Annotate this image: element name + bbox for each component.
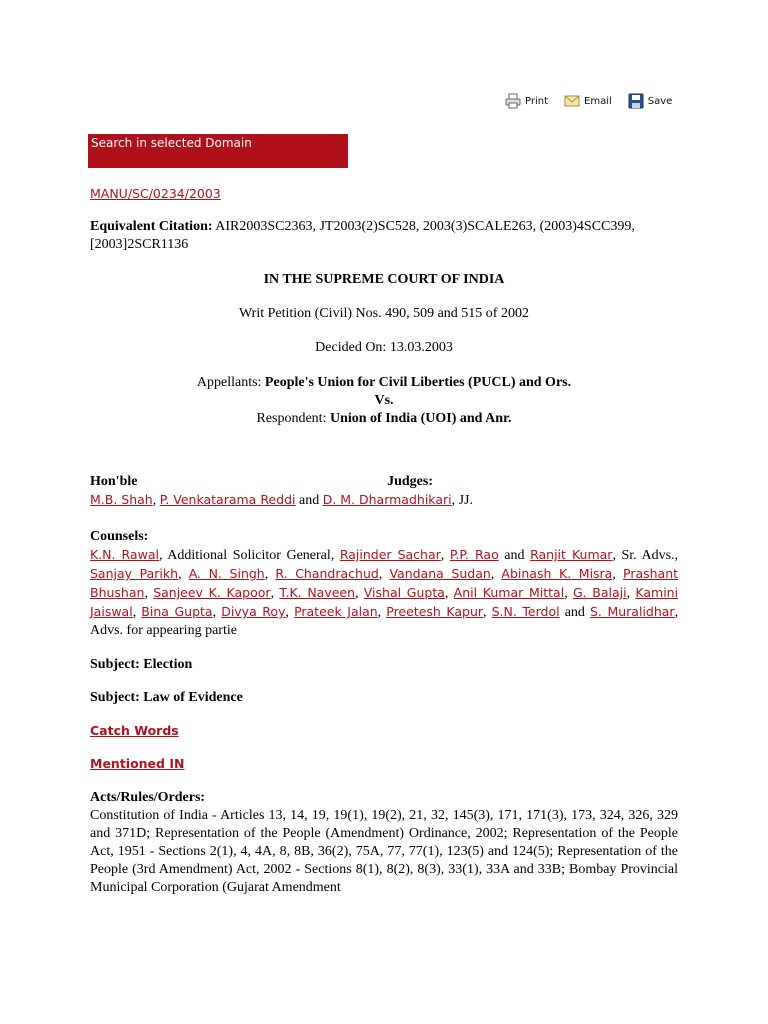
print-label: Print <box>525 95 549 107</box>
save-button[interactable] <box>628 93 673 109</box>
judges-and: and <box>298 493 320 508</box>
judge-link[interactable]: P. Venkatarama Reddi <box>159 492 296 507</box>
counsel-link[interactable]: Vandana Sudan <box>389 566 491 581</box>
acts-section <box>90 789 678 897</box>
judge-link[interactable]: D. M. Dharmadhikari <box>322 492 452 507</box>
counsel-link[interactable]: A. N. Singh <box>188 566 265 581</box>
envelope-icon <box>564 93 580 109</box>
appellants-name: People's Union for Civil Liberties (PUCL) and Ors. <box>264 375 572 390</box>
judges-label-left: Hon'ble <box>90 474 138 489</box>
printer-icon <box>505 93 521 109</box>
respondent-row <box>90 410 678 428</box>
judges-names: M.B. Shah, P. Venkatarama Reddi and D. M. Dharmadhikari, JJ. <box>90 492 473 508</box>
floppy-disk-icon <box>628 93 644 109</box>
save-label: Save <box>647 95 673 107</box>
counsel-link[interactable]: Sanjeev K. Kapoor <box>153 585 271 600</box>
decided-on: Decided On: 13.03.2003 <box>315 340 453 355</box>
counsel-link[interactable]: Vishal Gupta <box>363 585 445 600</box>
subject-evidence: Subject: Law of Evidence <box>90 690 243 705</box>
counsels-section <box>90 528 678 640</box>
counsel-link[interactable]: Bina Gupta <box>141 604 213 619</box>
counsels-label: Counsels: <box>90 529 149 544</box>
counsel-link[interactable]: Ranjit Kumar <box>530 547 613 562</box>
counsel-link[interactable]: Rajinder Sachar <box>339 547 441 562</box>
court-name: IN THE SUPREME COURT OF INDIA <box>263 272 505 287</box>
parties <box>90 374 678 428</box>
equivalent-citation-text: AIR2003SC2363, JT2003(2)SC528, 2003(3)SCALE263, (2003)4SCC399, [2003]2SCR1136 <box>90 219 635 252</box>
judges-label-right: Judges: <box>387 474 433 489</box>
toolbar <box>505 93 672 109</box>
counsel-link[interactable]: G. Balaji <box>572 585 627 600</box>
acts-text: Constitution of India - Articles 13, 14, 19, 19(1), 19(2), 21, 32, 145(3), 171, 171(3), 173, 324, 326, 329 and 371D; Representation of the People (Amendment) Ordinance, 2002; Representation of the People Act, 1951 - Sections 2(1), 4, 4A, 8, 8B, 36(2), 75A, 77, 77(1), 123(5) and 124(5); Representation of the People (3rd Amendment) Act, 2002 - Sections 8(1), 8(2), 8(3), 33(1), 33A and 33B; Bombay Provincial Municipal Corporation (Gujarat Amendment <box>90 808 678 895</box>
counsel-link[interactable]: P.P. Rao <box>449 547 499 562</box>
versus: Vs. <box>374 393 394 408</box>
subject-election: Subject: Election <box>90 657 193 672</box>
manu-id-row <box>90 186 678 203</box>
appellants-row <box>90 374 678 392</box>
counsel-link[interactable]: R. Chandrachud <box>275 566 379 581</box>
counsel-text: and <box>564 605 585 620</box>
email-label: Email <box>584 95 612 107</box>
judges-heading <box>90 473 433 491</box>
mentioned-in-link[interactable]: Mentioned IN <box>90 756 185 771</box>
counsel-text: , Sr. Advs., <box>612 548 679 563</box>
counsel-link[interactable]: S. Muralidhar <box>590 604 675 619</box>
search-domain-bar[interactable] <box>88 134 348 168</box>
petition-number: Writ Petition (Civil) Nos. 490, 509 and 515 of 2002 <box>239 306 529 321</box>
acts-label: Acts/Rules/Orders: <box>90 790 206 805</box>
mentioned-in-row <box>90 756 678 773</box>
counsel-link[interactable]: Prashant Bhushan <box>90 566 679 600</box>
equivalent-citation <box>90 218 678 254</box>
counsel-link[interactable]: Preetesh Kapur <box>386 604 484 619</box>
judgment-content <box>90 186 678 897</box>
catch-words-row <box>90 723 678 740</box>
manu-id-link[interactable]: MANU/SC/0234/2003 <box>90 186 221 201</box>
judge-link[interactable]: M.B. Shah <box>90 492 153 507</box>
counsels-text: K.N. Rawal, Additional Solicitor General, Rajinder Sachar, P.P. Rao and Ranjit Kumar, Sr. Advs., Sanjay Parikh, A. N. Singh, R. Chandrachud, Vandana Sudan, Abinash K. Misra, Prashant Bhushan, Sanjeev K. Kapoor, T.K. Naveen, Vishal Gupta, Anil Kumar Mittal, G. Balaji, Kamini Jaiswal, Bina Gupta, Divya Roy, Prateek Jalan, Preetesh Kapur, S.N. Terdol and S. Muralidhar, Advs. for appearing partie <box>90 547 679 638</box>
appellants-label: Appellants: <box>196 375 262 390</box>
respondent-label: Respondent: <box>256 411 327 426</box>
counsel-link[interactable]: S.N. Terdol <box>491 604 560 619</box>
counsel-link[interactable]: Divya Roy <box>221 604 286 619</box>
email-button[interactable] <box>564 93 612 109</box>
counsel-link[interactable]: Sanjay Parikh <box>90 566 179 581</box>
counsel-text: , Advs. for appearing partie <box>90 605 679 638</box>
catch-words-link[interactable]: Catch Words <box>90 723 179 738</box>
judges-suffix: , JJ. <box>451 493 473 508</box>
counsel-link[interactable]: T.K. Naveen <box>279 585 356 600</box>
counsel-text: , Additional Solicitor General, <box>158 548 340 563</box>
counsel-link[interactable]: Anil Kumar Mittal <box>453 585 565 600</box>
judges-section <box>90 473 678 510</box>
counsel-link[interactable]: Kamini Jaiswal <box>90 585 679 619</box>
counsel-link[interactable]: Prateek Jalan <box>294 604 378 619</box>
respondent-name: Union of India (UOI) and Anr. <box>329 411 512 426</box>
search-domain-label: Search in selected Domain <box>91 136 252 150</box>
counsel-link[interactable]: Abinash K. Misra <box>501 566 613 581</box>
counsel-text: and <box>504 548 525 563</box>
counsel-link[interactable]: K.N. Rawal <box>90 547 159 562</box>
print-button[interactable] <box>505 93 548 109</box>
equivalent-citation-label: Equivalent Citation: <box>90 219 213 234</box>
